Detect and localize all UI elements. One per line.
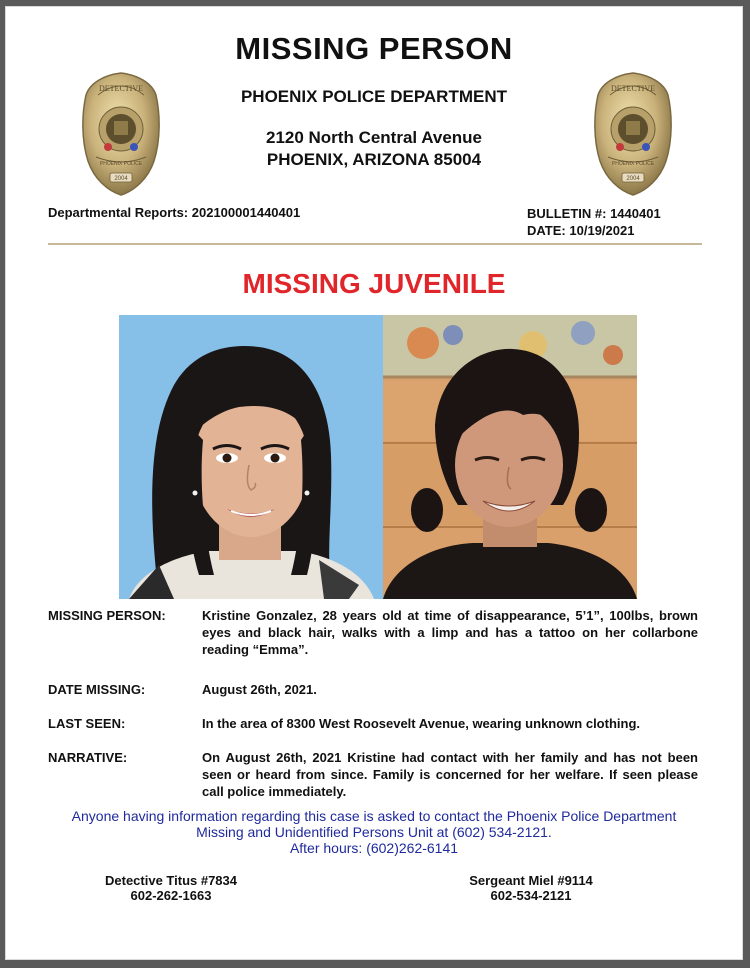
department-name: PHOENIX POLICE DEPARTMENT (240, 87, 508, 106)
missing-person-photo-1 (119, 315, 383, 599)
bulletin-value: 1440401 (610, 206, 661, 221)
reports-label: Departmental Reports: (48, 205, 189, 220)
date-value: 10/19/2021 (569, 223, 635, 238)
detective-contact-2 (446, 873, 616, 903)
detail-label: NARRATIVE: (48, 750, 128, 765)
detail-value: In the area of 8300 West Roosevelt Avenue, wearing unknown clothing. (202, 716, 641, 731)
date-label: DATE: (527, 223, 566, 238)
bulletin-page (5, 6, 743, 960)
detective-name: Sergeant Miel #9114 (469, 873, 593, 888)
missing-person-photo-2 (383, 315, 637, 599)
detective-contact-1 (86, 873, 256, 903)
departmental-reports (48, 205, 300, 220)
detail-label: LAST SEEN: (48, 716, 126, 731)
detail-value: On August 26th, 2021 Kristine had contact with her family and has not been seen or heard from since. Family is concerned for her welfare. If seen please call police immediately. (202, 750, 698, 799)
bulletin-label: BULLETIN #: (527, 206, 607, 221)
badge-year: 2004 (114, 176, 128, 182)
contact-line-1: Anyone having information regarding this case is asked to contact the Phoenix Police Department (71, 808, 677, 824)
reports-value: 202100001440401 (191, 205, 301, 220)
page-title: MISSING PERSON (235, 31, 513, 66)
bulletin-info (527, 205, 661, 239)
detail-value: Kristine Gonzalez, 28 years old at time of disappearance, 5’1”, 100lbs, brown eyes and black hair, walks with a limp and has a tattoo on her collarbone reading “Emma”. (202, 608, 698, 657)
detective-badge-left (76, 69, 166, 199)
contact-info (6, 808, 742, 856)
address-line-2: PHOENIX, ARIZONA 85004 (266, 150, 482, 169)
badge-bottom-text: PHOENIX POLICE (99, 161, 143, 167)
detective-phone: 602-534-2121 (490, 888, 572, 903)
detective-name: Detective Titus #7834 (105, 873, 237, 888)
divider (48, 243, 702, 245)
address-line-1: 2120 North Central Avenue (265, 128, 483, 147)
badge-top-text: DETECTIVE (611, 84, 655, 93)
detail-label: DATE MISSING: (48, 682, 146, 697)
detail-value: August 26th, 2021. (202, 682, 317, 697)
badge-year: 2004 (626, 176, 640, 182)
detective-badge-right (588, 69, 678, 199)
detective-phone: 602-262-1663 (130, 888, 212, 903)
alert-subtitle: MISSING JUVENILE (242, 268, 506, 299)
badge-bottom-text: PHOENIX POLICE (611, 161, 655, 167)
contact-line-2: Missing and Unidentified Persons Unit at (602) 534-2121. (196, 824, 552, 840)
badge-top-text: DETECTIVE (99, 84, 143, 93)
contact-line-3: After hours: (602)262-6141 (289, 840, 459, 856)
detail-label: MISSING PERSON: (48, 608, 166, 623)
